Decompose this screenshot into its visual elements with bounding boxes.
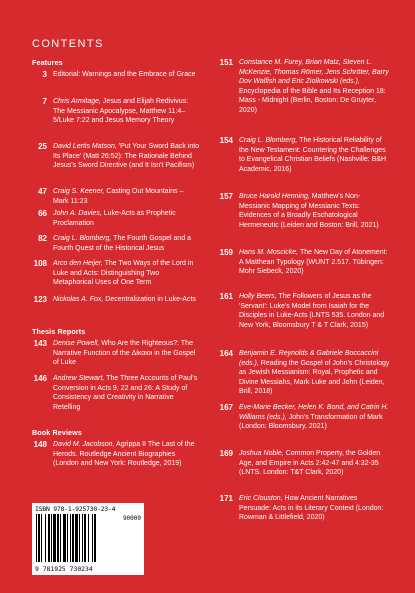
entry-text: Eric Clouston, How Ancient Narratives Persuade: Acts in its Literary Context (London: Rowman & Littlefield, 2020) [239, 495, 384, 522]
toc-entry[interactable] [214, 403, 390, 432]
entry-text: Constance M. Furey, Brian Matz, Steven L. McKenzie, Thomas Römer, Jens Schröter, Barry Dov Walfish and Eric Ziolkowski (eds.), Encyclopedia of the Bible and Its Reception 18: Mass - Midnight (Berlin, Boston: De Gruyter, 2020) [239, 59, 389, 114]
barcode-bar [88, 514, 89, 562]
entry-text: Holly Beers, The Followers of Jesus as the 'Servant': Luke's Model from Isaiah for the Disciples in Luke-Acts (LNTS 535. London and New York, Bloomsbury T & T Clark, 2015) [239, 293, 385, 329]
toc-entry[interactable] [32, 142, 200, 171]
barcode-bar [79, 514, 80, 562]
page-number: 167 [219, 403, 233, 412]
entry-text: Craig S. Keener, Casting Out Mountains – Mark 11:23 [53, 188, 184, 205]
section-book-reviews: Book Reviews [32, 428, 82, 437]
page-number: 123 [33, 295, 47, 304]
page-number: 154 [219, 136, 233, 145]
barcode-bar [41, 514, 42, 562]
barcode-bar [75, 514, 78, 562]
toc-entry[interactable] [32, 97, 200, 126]
entry-text: Benjamin E. Reynolds & Gabriele Boccaccini (eds.), Reading the Gospel of John's Christology as Jewish Messianism: Royal, Prophetic and Divine Messiahs, Mark Luke and John (Leiden, Brill, 2018) [239, 350, 390, 396]
page-number: 171 [219, 494, 233, 503]
toc-entry[interactable] [32, 374, 200, 412]
page-number: 161 [219, 292, 233, 301]
entry-text: Andrew Stewart, The Three Accounts of Paul's Conversion in Acts 9, 22 and 26: A Study of Consistency and Creativity in Narrative Retelling [53, 375, 198, 411]
barcode-bar [57, 514, 59, 562]
toc-entry[interactable] [214, 58, 390, 116]
toc-entry[interactable] [32, 259, 200, 288]
toc-entry[interactable] [214, 136, 390, 174]
page-number: 146 [33, 374, 47, 383]
entry-text: Denise Powell, Who Are the Righteous?: The Narrative Function of the Δίκαιοι in the Gospel of Luke [53, 340, 196, 367]
barcode-bar [51, 514, 52, 562]
price-addon: 90000 [122, 515, 141, 522]
barcode-bar [63, 514, 66, 562]
barcode-bar [94, 514, 96, 562]
page-number: 82 [38, 234, 47, 243]
entry-text: Bruce Harold Henning, Matthew's Non-Messianic Mapping of Messianic Texts: Evidences of a Broadly Eschatological Hermeneutic (Leiden and Boston: Brill, 2021) [239, 193, 379, 229]
page-number: 108 [33, 259, 47, 268]
toc-entry[interactable] [214, 292, 390, 330]
barcode-bar [92, 514, 93, 562]
toc-entry[interactable] [32, 70, 200, 80]
entry-text: Nickolas A. Fox, Decentralization in Luke-Acts [53, 296, 196, 303]
page-number: 3 [42, 70, 47, 79]
entry-text: David M. Jacobson, Agrippa II The Last of the Herods. Routledge Ancient Biographies (London and New York: Routledge, 2019) [53, 441, 195, 468]
section-features: Features [32, 58, 63, 67]
section-thesis-reports: Thesis Reports [32, 327, 86, 336]
entry-text: Editorial: Warnings and the Embrace of Grace [53, 71, 196, 78]
toc-entry[interactable] [32, 440, 200, 469]
entry-text: Arco den Heijer, The Two Ways of the Lord in Luke and Acts: Distinguishing Two Metaphorical Uses of One Term [53, 260, 194, 287]
barcode-bar [70, 514, 71, 562]
entry-text: David Lertis Matson, 'Put Your Sword Back into Its Place' (Matt 26:52): The Rationale Behind Jesus's Sword Directive (and It Isn't Pacifism) [53, 143, 200, 170]
barcode-bar [36, 514, 37, 562]
barcode-digits: 9 781925 730234 [35, 565, 93, 573]
page-number: 169 [219, 449, 233, 458]
toc-entry[interactable] [32, 187, 200, 206]
toc-entry[interactable] [214, 494, 390, 523]
barcode-bar [38, 514, 40, 562]
entry-text: Joshua Noble, Common Property, the Golden Age, and Empire in Acts 2:42-47 and 4:32-35 (LNTS. London: T&T Clark, 2020) [239, 450, 381, 477]
entry-text: John A. Davies, Luke-Acts as Prophetic Proclamation [53, 210, 176, 227]
page-number: 47 [38, 187, 47, 196]
entry-text: Eve-Marie Becker, Helen K. Bond, and Catrin H. Williams (eds.), John's Transformation of Mark (London: Bloomsbury, 2021) [239, 404, 389, 431]
page-number: 148 [33, 440, 47, 449]
entry-text: Craig L. Blomberg, The Fourth Gospel and a Fourth Quest of the Historical Jesus [53, 235, 192, 252]
toc-entry[interactable] [214, 349, 390, 397]
barcode-bar [82, 514, 83, 562]
page-number: 164 [219, 349, 233, 358]
contents-title: CONTENTS [32, 38, 104, 50]
page-number: 7 [42, 97, 47, 106]
entry-text: Chris Armitage, Jesus and Elijah Redivivus: The Messianic Apocalypse, Matthew 11:4–5/Luke 7:22 and Jesus Memory Theory [53, 98, 189, 125]
toc-entry[interactable] [214, 449, 390, 478]
toc-entry[interactable] [32, 295, 200, 305]
page-number: 25 [38, 142, 47, 151]
page-number: 143 [33, 339, 47, 348]
page-number: 66 [38, 209, 47, 218]
barcode-bar [84, 514, 86, 562]
toc-entry[interactable] [32, 209, 200, 228]
entry-text: Craig L. Blomberg, The Historical Reliability of the New Testament: Countering the Challenges to Evangelical Christian Beliefs (Nashville: B&H Academic, 2016) [239, 137, 387, 173]
page-number: 159 [219, 248, 233, 257]
toc-entry[interactable] [214, 192, 390, 230]
barcode-bar [67, 514, 68, 562]
page-number: 151 [219, 58, 233, 67]
barcode-bar [48, 514, 50, 562]
isbn-barcode [32, 503, 144, 575]
entry-text: Hans M. Moscicke, The New Day of Atonement: A Matthean Typology (WUNT 2.517. Tübingen: Mohr Siebeck, 2020) [239, 249, 388, 276]
isbn-label: ISBN 978-1-925730-23-4 [35, 505, 116, 513]
toc-entry[interactable] [214, 248, 390, 277]
barcode-bar [45, 514, 46, 562]
toc-entry[interactable] [32, 234, 200, 253]
barcode-bar [72, 514, 74, 562]
barcode-bar [60, 514, 61, 562]
barcode-bars [36, 514, 114, 562]
barcode-bar [53, 514, 56, 562]
page-number: 157 [219, 192, 233, 201]
toc-entry[interactable] [32, 339, 200, 368]
